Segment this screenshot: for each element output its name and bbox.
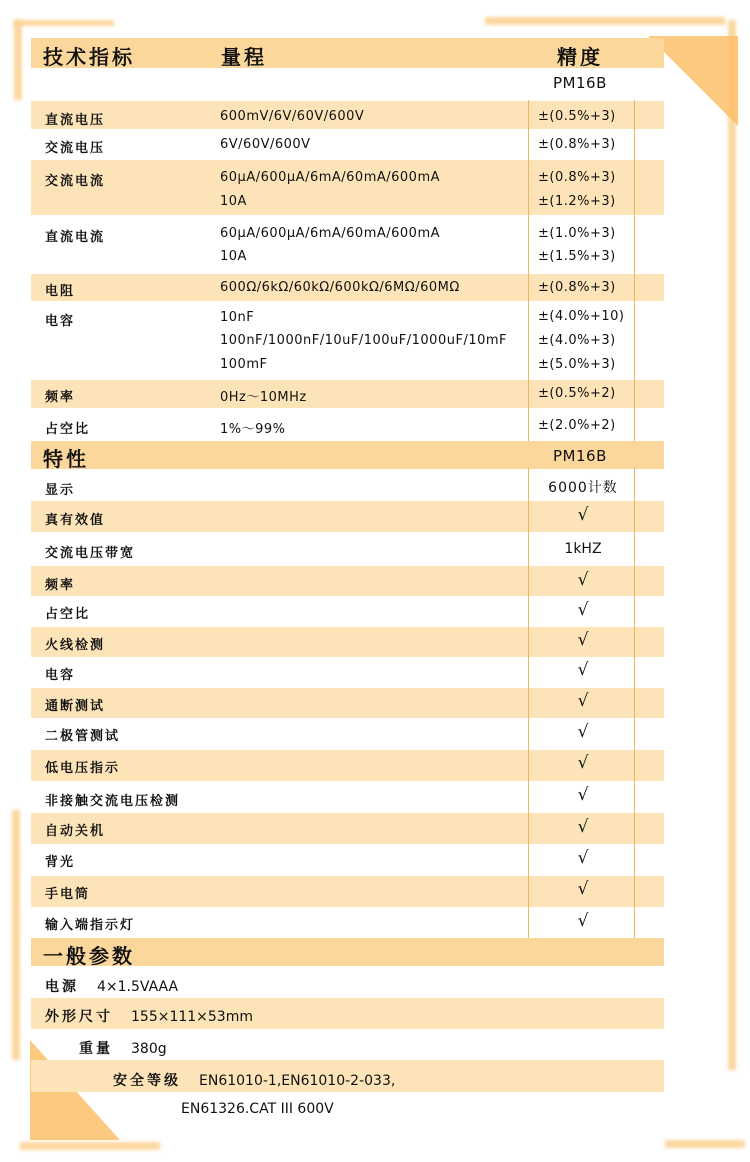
size-spec xyxy=(45,1006,253,1026)
feature-name: 显示 xyxy=(45,483,76,498)
check-icon: √ xyxy=(577,722,589,742)
decor-bar-bottom xyxy=(20,1142,160,1150)
safety-label: 安全等级 xyxy=(113,1073,181,1089)
decor-bar-top-left xyxy=(14,20,22,100)
weight-spec xyxy=(79,1038,167,1058)
header-col-accuracy: 精度 xyxy=(557,45,603,69)
decor-bar-top-right xyxy=(485,17,725,25)
spec-accuracy: ±(4.0%+3) xyxy=(538,333,616,348)
spec-range: 10A xyxy=(220,194,247,209)
spec-name: 直流电压 xyxy=(45,113,106,128)
table-row xyxy=(31,216,664,274)
decor-bar-top-left-h xyxy=(14,20,114,26)
spec-range: 100mF xyxy=(220,357,268,372)
features-title: 特性 xyxy=(43,447,89,471)
spec-name: 电容 xyxy=(45,314,76,329)
check-icon: √ xyxy=(577,879,589,899)
spec-accuracy: ±(0.5%+2) xyxy=(538,386,616,401)
check-icon: √ xyxy=(577,911,589,931)
feature-name: 二极管测试 xyxy=(45,729,121,744)
safety-value: EN61010-1,EN61010-2-033, xyxy=(199,1073,396,1089)
safety-value-line2: EN61326.CAT III 600V xyxy=(181,1101,334,1117)
size-label: 外形尺寸 xyxy=(45,1009,113,1025)
check-icon: √ xyxy=(577,848,589,868)
column-divider xyxy=(634,100,635,442)
spec-range: 6V/60V/600V xyxy=(220,137,311,152)
check-icon: √ xyxy=(577,785,589,805)
spec-accuracy: ±(1.0%+3) xyxy=(538,226,616,241)
safety-spec xyxy=(113,1070,395,1090)
feature-name: 真有效值 xyxy=(45,513,106,528)
check-icon: √ xyxy=(577,505,589,525)
spec-accuracy: ±(4.0%+10) xyxy=(538,309,625,324)
spec-range: 60μA/600μA/6mA/60mA/600mA xyxy=(220,170,440,185)
feature-name: 通断测试 xyxy=(45,699,106,714)
spec-name: 频率 xyxy=(45,390,76,405)
weight-label: 重量 xyxy=(79,1041,113,1057)
check-icon: √ xyxy=(577,817,589,837)
feature-name: 自动关机 xyxy=(45,824,106,839)
spec-accuracy: ±(5.0%+3) xyxy=(538,357,616,372)
spec-accuracy: ±(2.0%+2) xyxy=(538,418,616,433)
spec-range: 1%～99% xyxy=(220,422,286,437)
spec-accuracy: ±(1.2%+3) xyxy=(538,194,616,209)
spec-accuracy: ±(0.8%+3) xyxy=(538,170,616,185)
spec-name: 交流电流 xyxy=(45,174,106,189)
feature-value: 6000计数 xyxy=(548,480,618,496)
check-icon: √ xyxy=(577,600,589,620)
size-value: 155×111×53mm xyxy=(131,1009,253,1025)
check-icon: √ xyxy=(577,753,589,773)
feature-name: 占空比 xyxy=(45,607,91,622)
spec-range: 60μA/600μA/6mA/60mA/600mA xyxy=(220,226,440,241)
feature-name: 频率 xyxy=(45,578,76,593)
header-col-range: 量程 xyxy=(221,45,267,69)
decor-bar-bottom-right xyxy=(665,1140,745,1148)
header-model: PM16B xyxy=(553,74,607,92)
column-divider xyxy=(528,468,529,940)
feature-name: 输入端指示灯 xyxy=(45,918,136,933)
spec-range: 100nF/1000nF/10uF/100uF/1000uF/10mF xyxy=(220,333,508,348)
spec-range: 10nF xyxy=(220,310,255,325)
power-label: 电源 xyxy=(45,979,79,995)
check-icon: √ xyxy=(577,691,589,711)
feature-name: 手电筒 xyxy=(45,887,91,902)
feature-name: 火线检测 xyxy=(45,638,106,653)
check-icon: √ xyxy=(577,630,589,650)
feature-name: 低电压指示 xyxy=(45,761,121,776)
feature-name: 电容 xyxy=(45,668,76,683)
weight-value: 380g xyxy=(131,1041,167,1057)
decor-bar-right xyxy=(728,20,736,1070)
feature-name: 非接触交流电压检测 xyxy=(45,794,181,809)
feature-value: 1kHZ xyxy=(564,541,602,557)
spec-range: 0Hz～10MHz xyxy=(220,390,307,405)
column-divider xyxy=(528,100,529,442)
power-spec xyxy=(45,976,178,996)
spec-accuracy: ±(0.5%+3) xyxy=(538,109,616,124)
features-model: PM16B xyxy=(553,447,607,465)
spec-range: 10A xyxy=(220,249,247,264)
spec-name: 直流电流 xyxy=(45,230,106,245)
spec-accuracy: ±(0.8%+3) xyxy=(538,137,616,152)
spec-accuracy: ±(1.5%+3) xyxy=(538,249,616,264)
check-icon: √ xyxy=(577,570,589,590)
spec-name: 占空比 xyxy=(45,422,91,437)
spec-range: 600Ω/6kΩ/60kΩ/600kΩ/6MΩ/60MΩ xyxy=(220,280,460,295)
feature-name: 背光 xyxy=(45,855,76,870)
header-col-specs: 技术指标 xyxy=(43,45,135,69)
spec-name: 电阻 xyxy=(45,284,76,299)
spec-range: 600mV/6V/60V/600V xyxy=(220,109,365,124)
power-value: 4×1.5VAAA xyxy=(97,979,179,995)
feature-name: 交流电压带宽 xyxy=(45,546,136,561)
general-title: 一般参数 xyxy=(43,944,135,968)
spec-name: 交流电压 xyxy=(45,141,106,156)
column-divider xyxy=(634,468,635,940)
spec-accuracy: ±(0.8%+3) xyxy=(538,280,616,295)
decor-bar-left xyxy=(12,810,20,1060)
check-icon: √ xyxy=(577,660,589,680)
